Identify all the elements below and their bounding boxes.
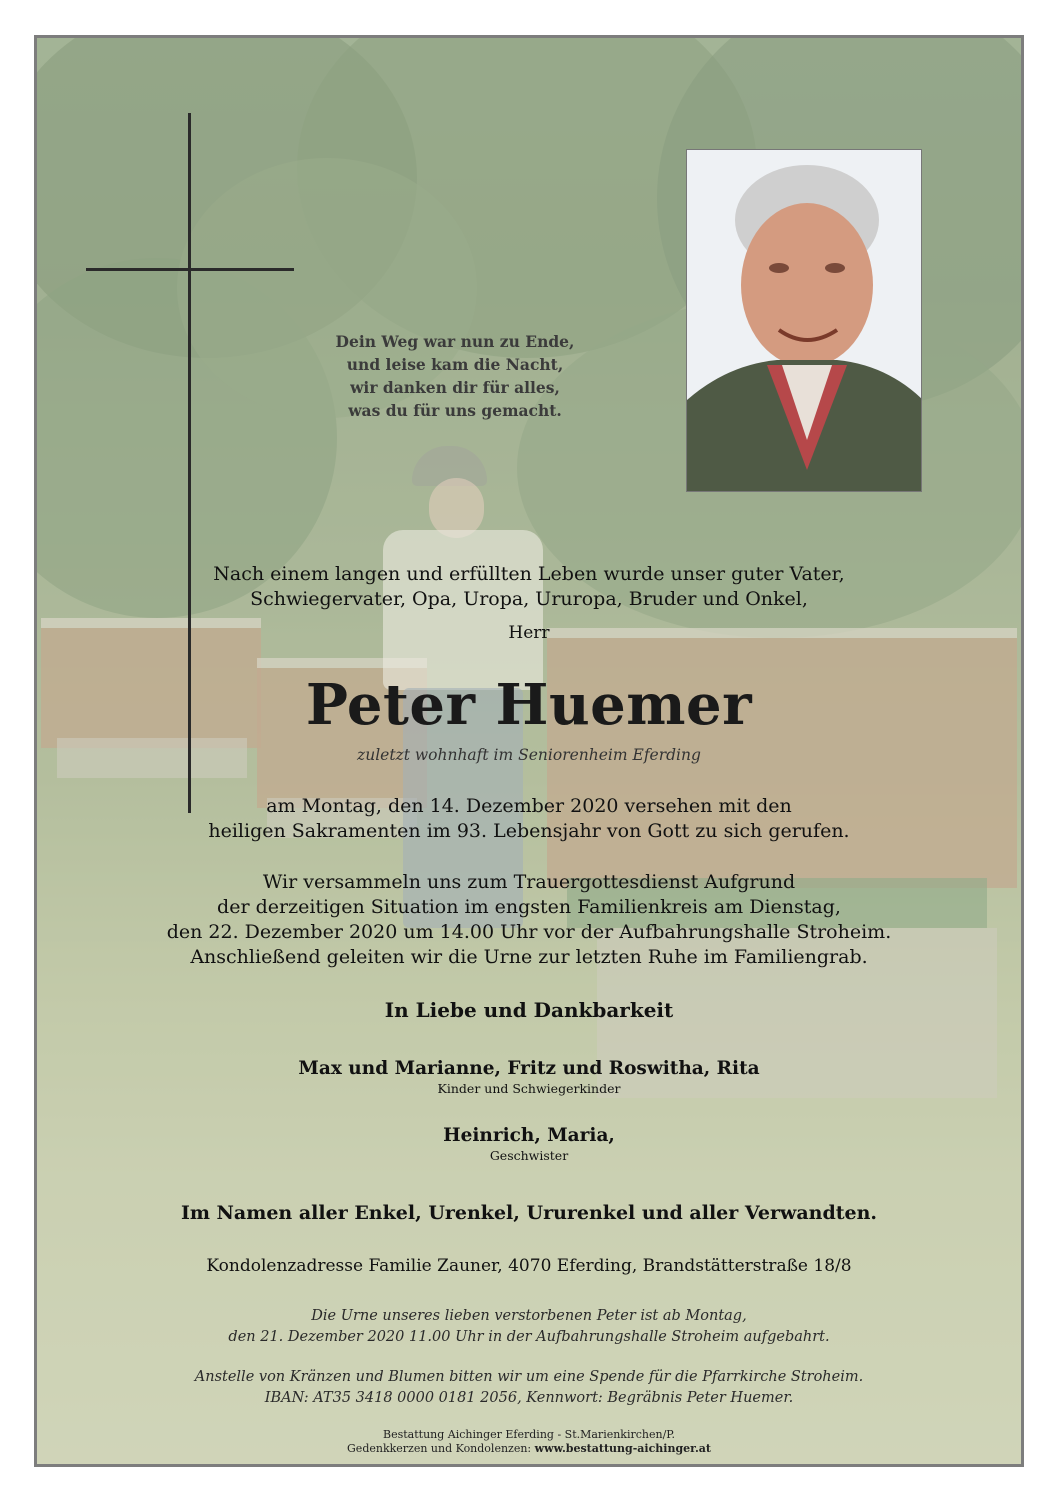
residence: zuletzt wohnhaft im Seniorenheim Eferding (357, 746, 701, 764)
portrait-photo (686, 149, 922, 492)
all-relatives: Im Namen aller Enkel, Urenkel, Ururenkel und aller Verwandten. (180, 1202, 878, 1224)
cross-horizontal (86, 268, 294, 271)
family-group-siblings (34, 1125, 1024, 1163)
poem-line: wir danken dir für alles, (350, 378, 560, 397)
intro-line: Schwiegervater, Opa, Uropa, Ururopa, Bruder und Onkel, (250, 588, 808, 610)
undertaker-footer (34, 1428, 1024, 1456)
funeral-line: Anschließend geleiten wir die Urne zur letzten Ruhe im Familiengrab. (190, 946, 868, 968)
donation-notice (34, 1367, 1024, 1409)
donation-line: IBAN: AT35 3418 0000 0181 2056, Kennwort: Begräbnis Peter Huemer. (264, 1390, 794, 1406)
intro-line: Nach einem langen und erfüllten Leben wurde unser guter Vater, (213, 563, 845, 585)
funeral-notice (34, 870, 1024, 970)
poem-line: und leise kam die Nacht, (346, 355, 564, 374)
funeral-line: Wir versammeln uns zum Trauergottesdienst Aufgrund (262, 871, 796, 893)
funeral-line: der derzeitigen Situation im engsten Familienkreis am Dienstag, (217, 896, 841, 918)
condolence-address: Kondolenzadresse Familie Zauner, 4070 Eferding, Brandstätterstraße 18/8 (206, 1256, 852, 1276)
poem-line: Dein Weg war nun zu Ende, (335, 332, 575, 351)
death-notice (34, 794, 1024, 844)
undertaker-contact (34, 1442, 1024, 1456)
family-names: Heinrich, Maria, (443, 1125, 615, 1146)
deceased-name: Peter Huemer (305, 672, 753, 738)
intro-text (34, 562, 1024, 612)
death-line: am Montag, den 14. Dezember 2020 versehen mit den (266, 795, 792, 817)
donation-line: Anstelle von Kränzen und Blumen bitten wir um eine Spende für die Pfarrkirche Stroheim. (194, 1369, 864, 1385)
portrait-illustration (687, 150, 922, 492)
family-relation: Geschwister (489, 1148, 569, 1163)
memorial-poem (310, 330, 600, 422)
family-names: Max und Marianne, Fritz und Roswitha, Rita (298, 1058, 760, 1079)
poem-line: was du für uns gemacht. (348, 401, 562, 420)
family-group-children (34, 1058, 1024, 1096)
urn-line: Die Urne unseres lieben verstorbenen Peter ist ab Montag, (311, 1308, 747, 1324)
family-relation: Kinder und Schwiegerkinder (437, 1081, 621, 1096)
website-link[interactable]: www.bestattung-aichinger.at (534, 1442, 711, 1455)
contact-label: Gedenkkerzen und Kondolenzen: (347, 1442, 532, 1455)
undertaker-name: Bestattung Aichinger Eferding - St.Marienkirchen/P. (383, 1428, 675, 1441)
death-line: heiligen Sakramenten im 93. Lebensjahr von Gott zu sich gerufen. (208, 820, 850, 842)
funeral-line: den 22. Dezember 2020 um 14.00 Uhr vor der Aufbahrungshalle Stroheim. (166, 921, 892, 943)
title: Herr (508, 623, 550, 643)
urn-line: den 21. Dezember 2020 11.00 Uhr in der Aufbahrungshalle Stroheim aufgebahrt. (228, 1329, 830, 1345)
closing-phrase: In Liebe und Dankbarkeit (384, 998, 674, 1022)
urn-notice (34, 1306, 1024, 1348)
